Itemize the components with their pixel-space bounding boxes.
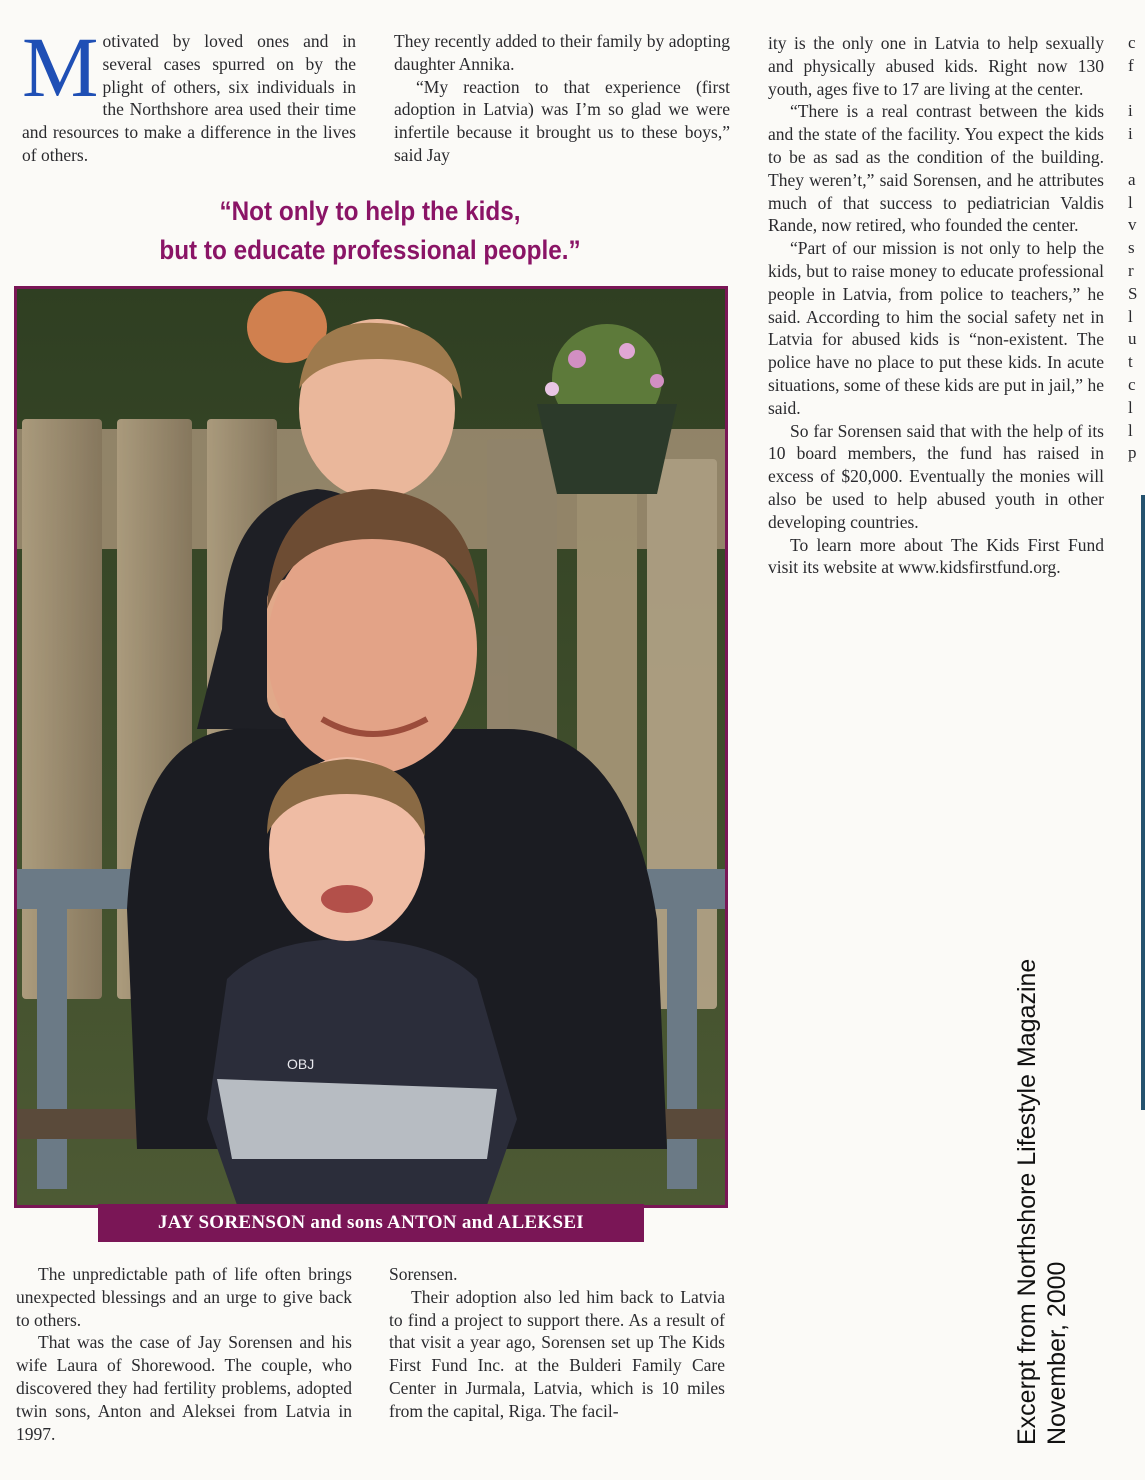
pull-quote [91, 192, 649, 270]
column-1-bottom [16, 1263, 352, 1445]
excerpt-note-line-1: Excerpt from Northshore Lifestyle Magazine [1013, 958, 1041, 1445]
edge-color-bar [1141, 495, 1145, 1110]
edge-letter: r [1128, 260, 1134, 280]
paragraph: Sorensen. [389, 1264, 458, 1284]
paragraph: ity is the only one in Latvia to help sexually and physically abused kids. Right now 130 youth, ages five to 17 are living at the center. [768, 33, 1104, 99]
edge-letter: l [1128, 420, 1133, 440]
edge-letter: i [1128, 101, 1133, 121]
intro-text: otivated by loved ones and in several cases spurred on by the plight of others, six individuals in the Northshore area used their time and resources to make a difference in the lives of others. [22, 31, 356, 165]
paragraph: They recently added to their family by adopting daughter Annika. [394, 31, 730, 74]
drop-cap: M [22, 19, 99, 115]
photo-illustration [17, 289, 725, 1205]
edge-letter: S [1128, 283, 1138, 303]
excerpt-note [1012, 905, 1072, 1445]
paragraph: To learn more about The Kids First Fund visit its website at www.kidsfirstfund.org. [768, 534, 1104, 578]
paragraph: The unpredictable path of life often brings unexpected blessings and an urge to give back to others. [16, 1264, 352, 1330]
paragraph: That was the case of Jay Sorensen and his wife Laura of Shorewood. The couple, who discovered they had fertility problems, adopted twin sons, Anton and Aleksei from Latvia in 1997. [16, 1332, 352, 1444]
edge-letter: t [1128, 352, 1133, 372]
paragraph: “My reaction to that experience (first adoption in Latvia) was I’m so glad we were infertile because it brought us to these boys,” said Jay [394, 76, 730, 165]
edge-letter: i [1128, 124, 1133, 144]
edge-letter: a [1128, 169, 1136, 189]
column-2-top [394, 30, 730, 167]
edge-letter: l [1128, 397, 1133, 417]
edge-letter: l [1128, 192, 1133, 212]
intro-paragraph [22, 19, 356, 167]
edge-fragments [1128, 32, 1137, 465]
intro-column [22, 19, 356, 167]
pull-quote-line-1: “Not only to help the kids, [219, 196, 521, 226]
paragraph: “Part of our mission is not only to help the kids, but to raise money to educate professional people in Latvia, from police to teachers,” he said. According to him the social safety net in Latvia for abused kids is “non-existent. The police have no place to put these kids. In acute situations, some of these kids are put in jail,” he said. [768, 238, 1104, 418]
pull-quote-line-2: but to educate professional people.” [159, 235, 581, 265]
paragraph: Their adoption also led him back to Latvia to find a project to support there. As a result of that visit a year ago, Sorensen set up The Kids First Fund Inc. at the Bulderi Family Care Center in Jurmala, Latvia, which is 10 miles from the capital, Riga. The facil- [389, 1286, 725, 1421]
paragraph: So far Sorensen said that with the help of its 10 board members, the fund has raised in excess of $20,000. Eventually the monies will also be used to help abused youth in other developing countries. [768, 420, 1104, 532]
edge-letter: l [1128, 306, 1133, 326]
photo-caption: JAY SORENSON and sons ANTON and ALEKSEI [98, 1204, 644, 1242]
edge-letter: v [1128, 215, 1137, 235]
shirt-logo: OBJ [287, 1056, 315, 1072]
edge-letter: s [1128, 238, 1135, 258]
edge-letter: u [1128, 329, 1137, 349]
edge-letter: f [1128, 55, 1134, 75]
column-3 [768, 32, 1104, 579]
paragraph: “There is a real contrast between the kids and the state of the facility. You expect the kids to be as sad as the condition of the building. They weren’t,” said Sorensen, and he attributes much of that success to pediatrician Valdis Rande, now retired, who founded the center. [768, 101, 1104, 236]
column-2-bottom [389, 1263, 725, 1423]
edge-letter: c [1128, 374, 1136, 394]
edge-letter: p [1128, 443, 1137, 463]
family-photo [14, 286, 728, 1208]
excerpt-note-line-2: November, 2000 [1043, 1261, 1071, 1445]
edge-letter: c [1128, 33, 1136, 52]
